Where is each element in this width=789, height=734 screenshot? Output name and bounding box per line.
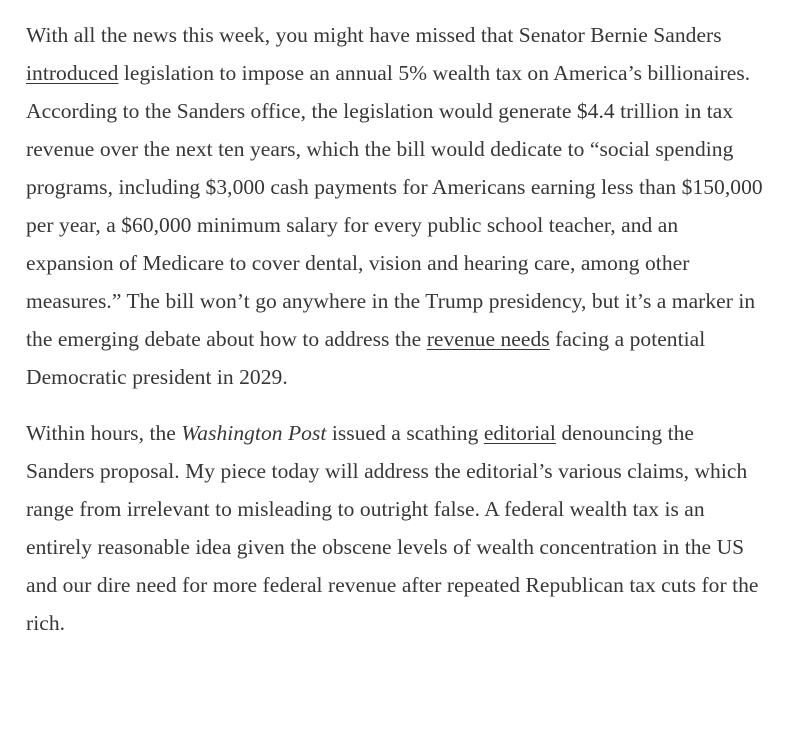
revenue-needs-link[interactable]: revenue needs <box>426 327 550 351</box>
paragraph-2-text-b: issued a scathing <box>326 421 484 445</box>
publication-name: Washington Post <box>181 421 327 445</box>
paragraph-1 <box>26 16 765 396</box>
paragraph-2 <box>26 414 765 642</box>
paragraph-2-text-c: denouncing the Sanders proposal. My piece today will address the editorial’s various claims, which range from irrelevant to misleading to outright false. A federal wealth tax is an entirely reasonable idea given the obscene levels of wealth concentration in the US and our dire need for more federal revenue after repeated Republican tax cuts for the rich. <box>26 421 759 635</box>
paragraph-2-text-a: Within hours, the <box>26 421 182 445</box>
editorial-link[interactable]: editorial <box>483 421 556 445</box>
paragraph-1-text-c: facing a potential Democratic president in 2029. <box>26 327 706 389</box>
paragraph-1-text-b: legislation to impose an annual 5% wealth tax on America’s billionaires. According to the Sanders office, the legislation would generate $4.4 trillion in tax revenue over the next ten years, which the bill would dedicate to “social spending programs, including $3,000 cash payments for Americans earning less than $150,000 per year, a $60,000 minimum salary for every public school teacher, and an expansion of Medicare to cover dental, vision and hearing care, among other measures.” The bill won’t go anywhere in the Trump presidency, but it’s a marker in the emerging debate about how to address the <box>26 61 763 351</box>
introduced-link[interactable]: introduced <box>26 61 119 85</box>
paragraph-1-text-a: With all the news this week, you might have missed that Senator Bernie Sanders <box>26 23 722 47</box>
